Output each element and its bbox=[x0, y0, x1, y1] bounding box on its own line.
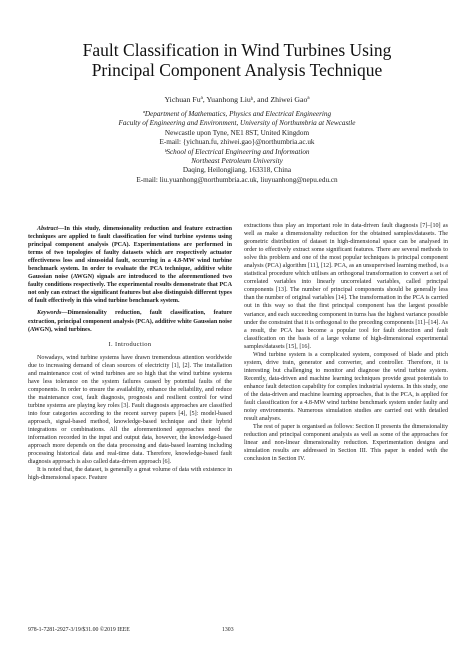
affiliation-b-university: Northeast Petroleum University bbox=[191, 157, 283, 166]
affiliation-b-email: E-mail: liu.yuanhong@northumbria.ac.uk, liuyuanhong@nepu.edu.cn bbox=[136, 175, 338, 184]
paper-title bbox=[20, 40, 454, 80]
affiliation-b-city: Daqing, Heilongjiang, 163318, China bbox=[182, 166, 292, 175]
page-number: 1303 bbox=[222, 627, 234, 633]
affiliation-a-faculty: Faculty of Engineering and Environment, University of Northumbria at Newcastle bbox=[118, 119, 356, 128]
right-paragraph-1: extractions thus play an important role in data-driven fault diagnosis [7]–[10] as well as make a dimensionality reduction for the obtained samples/datasets. The geometric distribution of dataset in high-dimensional space can be analysed in order to effectively extract some significant features. There are several methods to solve this problem and one of the most popular techniques is principal component analysis (PCA) algorithm [11], [12]. PCA, as an unsupervised learning method, is a statistical procedure which utilises an orthogonal transformation to convert a set of correlated variables into linearly uncorrelated variables, called principal components [13]. The number of principal components should be generally less than the number of original variables [14]. The transformation in the PCA is carried out in this way so that the first principal component has the largest possible variance, and each succeeding component in turns has the highest variance possible under the constraint that it is orthogonal to the preceding components [11]–[14]. As a result, the PCA has become a popular tool for fault detection and fault classification on the basis of a large volume of high-dimensional experimental samples/datasets [15], [16]. bbox=[244, 223, 448, 350]
affiliation-a-department: ªDepartment of Mathematics, Physics and Electrical Engineering bbox=[142, 110, 332, 118]
right-column bbox=[244, 222, 448, 463]
affiliation-a-email: E-mail: {yichuan.fu, zhiwei.gao}@northumbria.ac.uk bbox=[159, 138, 315, 147]
affiliation-a-city: Newcastle upon Tyne, NE1 8ST, United Kingdom bbox=[164, 128, 310, 137]
left-column bbox=[28, 225, 232, 482]
title-line-2: Principal Component Analysis Technique bbox=[91, 60, 383, 80]
keywords-lead: Keywords bbox=[37, 310, 62, 317]
keywords bbox=[28, 309, 232, 333]
intro-paragraph-2: It is noted that, the dataset, is generally a great volume of data with existence in high-dimensional space. Feature bbox=[28, 467, 232, 482]
section-heading-introduction: I. Introduction bbox=[108, 340, 152, 348]
keywords-text: —Dimensionality reduction, fault classification, feature extraction, principal component analysis (PCA), additive white Gaussian noise (AWGN), wind turbines. bbox=[28, 310, 232, 333]
affiliations bbox=[30, 110, 444, 185]
abstract bbox=[28, 225, 232, 305]
title-line-1: Fault Classification in Wind Turbines Using bbox=[82, 40, 392, 60]
affiliation-b-school: ᵇSchool of Electrical Engineering and Information bbox=[164, 147, 310, 156]
intro-paragraph-1: Nowadays, wind turbine systems have drawn tremendous attention worldwide due to increasing demand of clean sources of electricity [1], [2]. The installation and maintenance cost of wind turbines are so high that the wind turbine systems have less tolerance on the system failures caused by potential faults of the components. In order to ensure the availability, enhance the reliability, and reduce the maintenance cost, fault diagnosis, prognosis and resilient control for wind turbine systems are playing key roles [3]. Fault diagnosis approaches are classified into four categories according to the recent survey papers [4], [5]: model-based approach, signal-based method, knowledge-based technique and their hybrid integrations or combinations. All the aforementioned approaches need the information recorded in the input and output data, however, the knowledge-based approach more depends on the data processing and data-based learning including processing historical data and real-time data. Therefore, knowledge-based fault diagnosis approach is also called data-driven approach [6]. bbox=[28, 354, 232, 466]
right-paragraph-3: The rest of paper is organised as follows: Section II presents the dimensionality reduction and principal component analysis as well as some of the approaches for linear and non-linear dimensionality reduction. Experimentation designs and simulation results are addressed in Section III. This paper is ended with the conclusion in Section IV. bbox=[244, 424, 448, 463]
abstract-text: —In this study, dimensionality reduction and feature extraction techniques are applied to fault classification for wind turbine systems using principal component analysis (PCA). Experimentations are performed in terms of two topologies of faulty datasets which are respectively actuator effectiveness loss and sinusoidal fault, occurring in a 4.8-MW wind turbine benchmark system. In order to evaluate the PCA technique, additive white Gaussian noise (AWGN) signals are introduced to the aforementioned two faulty conditions respectively. The experimental results demonstrate that PCA not only can extract the significant features but also distinguish different types of fault effectively in this wind turbine benchmark system. bbox=[28, 226, 232, 305]
abstract-lead: Abstract bbox=[37, 226, 58, 232]
author-list: Yichuan Fuª, Yuanhong Liuᵇ, and Zhiwei Gaoª bbox=[164, 95, 310, 104]
footer-isbn: 978-1-7281-2927-3/19/$31.00 ©2019 IEEE bbox=[28, 627, 130, 633]
right-paragraph-2: Wind turbine system is a complicated system, composed of blade and pitch system, drive train, generator and converter, and controller. Therefore, it is interesting but challenging to monitor and diagnose the wind turbine system. Recently, data-driven and machine learning techniques provide great potentials to enhance fault detection capability for complex industrial systems. In this study, one of the data-driven and machine learning approaches, that is the PCA, is applied for fault classification for a 4.8-MW wind turbine benchmark system under faulty and noisy environments. Numerous simulation studies are carried out with detailed result analyses. bbox=[244, 351, 448, 423]
